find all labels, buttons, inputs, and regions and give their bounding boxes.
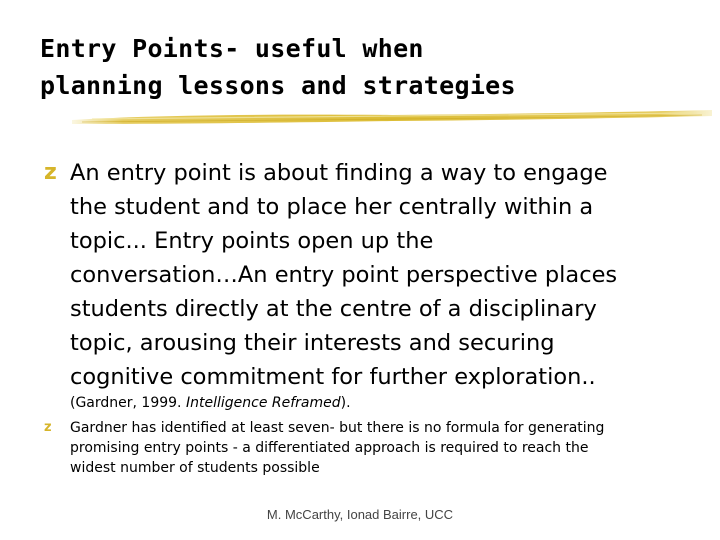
bullet-marker-icon: z: [44, 160, 57, 185]
bullet-entry-point-definition: [44, 156, 684, 412]
bullet-line: An entry point is about finding a way to engage: [70, 160, 608, 186]
bullet-text: [70, 418, 694, 478]
bullet-line: topic... Entry points open up the: [70, 228, 434, 254]
citation-prefix: (Gardner, 1999.: [70, 395, 186, 411]
bullet-line: widest number of students possible: [70, 460, 320, 476]
bullet-line: Gardner has identified at least seven- but there is no formula for generating: [70, 420, 605, 436]
bullet-line: students directly at the centre of a disciplinary: [70, 296, 597, 322]
citation: [70, 394, 684, 412]
bullet-line: the student and to place her centrally within a: [70, 194, 594, 220]
bullet-marker-icon: z: [44, 420, 52, 435]
slide-footer: M. McCarthy, Ionad Bairre, UCC: [266, 507, 454, 522]
citation-suffix: ).: [340, 395, 351, 411]
bullet-text: [70, 156, 684, 394]
bullet-line: topic, arousing their interests and securing: [70, 330, 555, 356]
slide-title-line-1: Entry Points- useful when: [40, 34, 424, 63]
slide-title-line-2: planning lessons and strategies: [40, 71, 516, 100]
bullet-line: cognitive commitment for further exploration..: [70, 364, 596, 390]
citation-book-title: Intelligence Reframed: [185, 395, 341, 411]
slide-title: [40, 30, 700, 104]
title-underline-brushstroke: [72, 106, 712, 130]
bullet-line: promising entry points - a differentiated approach is required to reach the: [70, 440, 589, 456]
bullet-line: conversation…An entry point perspective places: [70, 262, 618, 288]
bullet-gardner-seven: [44, 418, 694, 478]
